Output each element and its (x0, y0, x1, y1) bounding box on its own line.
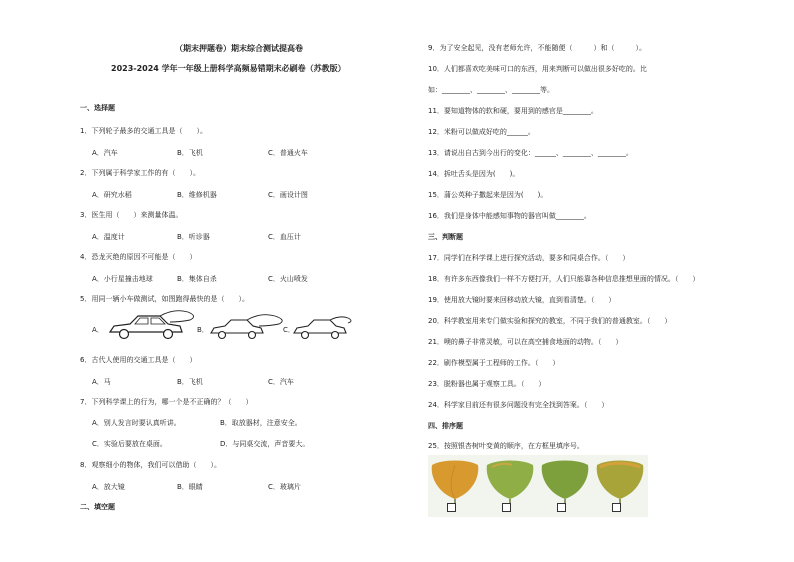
q4-option-a: A．小行星撞击地球 (92, 275, 153, 283)
q6-option-b: B．飞机 (177, 378, 203, 386)
section-choice: 一、选择题 (80, 104, 115, 112)
q13-text: 13．请说出自古到今出行的变化：______、________、________。 (428, 149, 633, 157)
title-line-2: 2023-2024 学年一年级上册科学高频易错期末必刷卷（苏教版） (111, 64, 346, 73)
q10-blanks: 如：________、________、________等。 (428, 86, 554, 94)
order-box-4[interactable] (612, 503, 621, 512)
q8-option-c: C．玻璃片 (268, 483, 301, 491)
q5-option-a: A． (92, 326, 104, 334)
q8-text: 8．观察细小的物体，我们可以借助（ ）。 (80, 461, 221, 469)
q23-text: 23．脱粉器也属于观察工具。（ ） (428, 380, 546, 388)
q25-text: 25．按照银杏树叶变黄的顺序，在方框里填序号。 (428, 442, 584, 450)
q9-text: 9．为了安全起见，没有老师允许，不能随便（ ）和（ ）。 (428, 44, 646, 52)
order-box-3[interactable] (557, 503, 566, 512)
order-box-1[interactable] (447, 503, 456, 512)
q19-text: 19．使用放大镜时要来回移动放大镜，直到看清楚。（ ） (428, 296, 616, 304)
q16-text: 16．我们是身体中能感知事物的器官叫做________。 (428, 212, 591, 220)
q14-text: 14．拆吐舌头是因为( )。 (428, 170, 520, 178)
q24-text: 24．科学家目前还有很多问题没有完全找到答案。（ ） (428, 401, 609, 409)
section-fill-blank: 二、填空题 (80, 503, 115, 511)
q15-text: 15．蒲公英种子撒起来是因为( )。 (428, 191, 548, 199)
q17-text: 17．同学们在科学课上进行探究活动，要多和同桌合作。（ ） (428, 254, 630, 262)
car-image-c (290, 313, 360, 343)
q3-option-b: B．听诊器 (177, 233, 210, 241)
q6-text: 6．古代人使用的交通工具是（ ） (80, 356, 197, 364)
q7-option-a: A．别人发言时要认真听讲。 (92, 419, 181, 427)
q1-option-b: B．飞机 (177, 149, 203, 157)
q6-option-a: A．马 (92, 378, 111, 386)
q5-text: 5．用同一辆小车做测试，如图跑得最快的是（ ）。 (80, 295, 249, 303)
q8-option-a: A．放大镜 (92, 483, 125, 491)
q7-option-c: C．实验后要放在桌面。 (92, 440, 167, 448)
q2-text: 2．下列属于科学家工作的有（ ）。 (80, 169, 200, 177)
q10-text: 10．人们都喜欢吃美味可口的东西，用来判断可以做出很多好吃的。比 (428, 65, 647, 73)
q5-option-c: C． (283, 326, 295, 334)
section-order: 四、排序题 (428, 422, 463, 430)
q3-option-c: C．血压计 (268, 233, 301, 241)
q3-option-a: A．温度计 (92, 233, 125, 241)
q7-text: 7．下列科学课上的行为，哪一个是不正确的？（ ） (80, 398, 253, 406)
q12-text: 12．米粉可以做成好吃的______。 (428, 128, 535, 136)
q22-text: 22．刷作模型属于工程师的工作。（ ） (428, 359, 560, 367)
car-image-a (104, 308, 199, 344)
q1-text: 1．下列轮子最多的交通工具是（ ）。 (80, 127, 207, 135)
q20-text: 20．科学教室用来专门做实验和探究的教室，不同于我们的普通教室。（ ） (428, 317, 672, 325)
q1-option-c: C．普通火车 (268, 149, 308, 157)
order-box-2[interactable] (502, 503, 511, 512)
title-line-1: （期末押题卷）期末综合测试提高卷 (175, 44, 303, 53)
q6-option-c: C．汽车 (268, 378, 294, 386)
q4-text: 4．恐龙灭绝的原因不可能是（ ） (80, 253, 197, 261)
q4-option-b: B．集体自杀 (177, 275, 217, 283)
q2-option-c: C．画设计图 (268, 191, 308, 199)
q2-option-b: B．维修机器 (177, 191, 217, 199)
q11-text: 11．要知道物体的软和硬，要用到的感官是________。 (428, 107, 598, 115)
q2-option-a: A．研究水稻 (92, 191, 132, 199)
q5-option-b: B． (197, 326, 209, 334)
q21-text: 21．噢的鼻子非常灵敏，可以在高空捕食地面的动物。（ ） (428, 338, 623, 346)
q3-text: 3．医生用（ ）来测量体温。 (80, 211, 183, 219)
q4-option-c: C．火山喷发 (268, 275, 308, 283)
q7-option-b: B．取放器材，注意安全。 (220, 419, 302, 427)
q1-option-a: A．汽车 (92, 149, 118, 157)
section-judge: 三、判断题 (428, 233, 463, 241)
q8-option-b: B．眼睛 (177, 483, 203, 491)
car-image-b (207, 313, 289, 343)
q7-option-d: D．与同桌交流，声音要大。 (220, 440, 310, 448)
q18-text: 18．有许多东西像我们一样不方便打开，人们只能靠各种信息推想里面的情况。（ ） (428, 275, 700, 283)
